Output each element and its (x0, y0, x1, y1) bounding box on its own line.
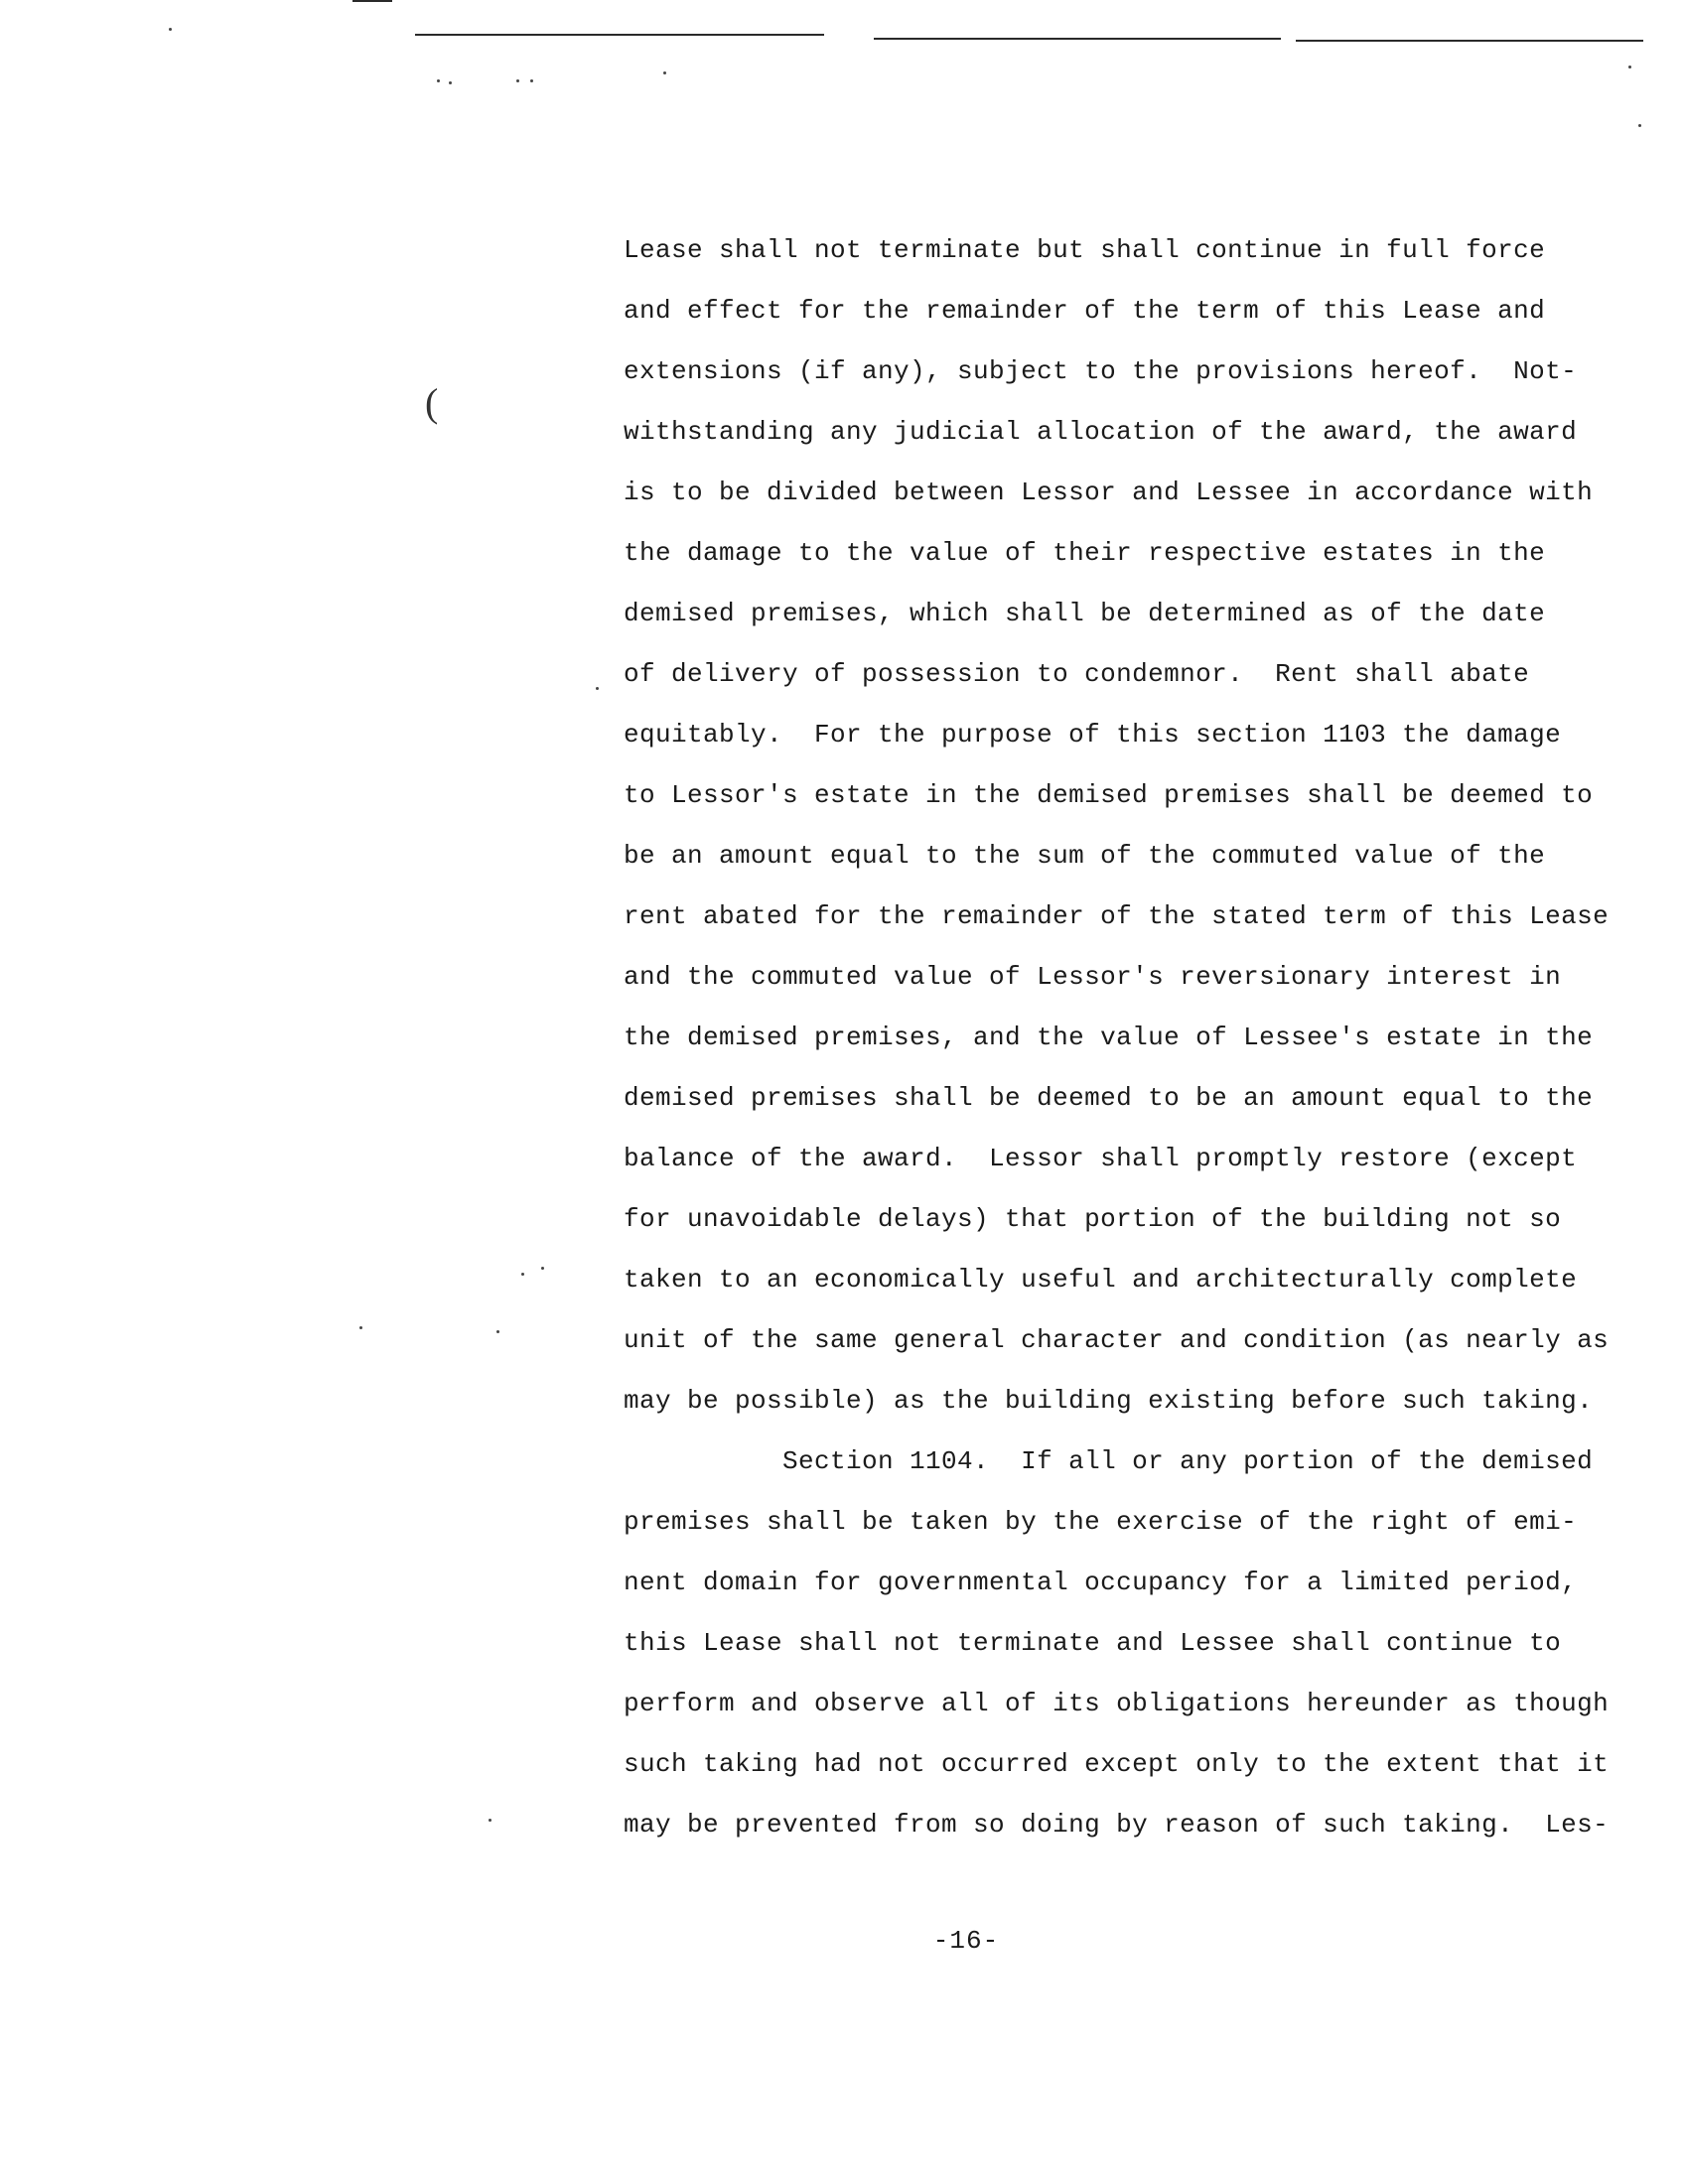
scan-speck (489, 1819, 491, 1822)
text-line: Lease shall not terminate but shall continue in full force (624, 235, 1546, 265)
text-line: balance of the award. Lessor shall promptly restore (except (624, 1144, 1578, 1173)
scan-speck (437, 79, 440, 82)
page-number: -16- (932, 1926, 1000, 1956)
scan-speck (169, 28, 172, 31)
text-line: and effect for the remainder of the term of this Lease and (624, 296, 1546, 326)
scan-speck (449, 81, 452, 84)
scan-speck (496, 1330, 499, 1333)
scan-speck (516, 79, 519, 82)
text-line: extensions (if any), subject to the provisions hereof. Not- (624, 356, 1578, 386)
scan-speck (530, 79, 533, 82)
text-line: and the commuted value of Lessor's reversionary interest in (624, 962, 1562, 992)
scan-speck (1638, 124, 1641, 127)
scan-speck (541, 1267, 544, 1270)
text-line: demised premises shall be deemed to be an amount equal to the (624, 1083, 1594, 1113)
header-rule-right (1296, 40, 1643, 42)
text-line: for unavoidable delays) that portion of the building not so (624, 1204, 1562, 1234)
scan-speck (663, 71, 666, 74)
text-line: taken to an economically useful and architecturally complete (624, 1265, 1578, 1295)
text-line: withstanding any judicial allocation of the award, the award (624, 417, 1578, 447)
text-line: may be possible) as the building existing before such taking. (624, 1386, 1594, 1416)
document-body (624, 220, 1646, 1855)
text-line: to Lessor's estate in the demised premises shall be deemed to (624, 780, 1594, 810)
text-line: the demised premises, and the value of Lessee's estate in the (624, 1023, 1594, 1052)
text-line: is to be divided between Lessor and Lessee in accordance with (624, 478, 1594, 507)
scan-speck (1628, 66, 1631, 68)
text-line: such taking had not occurred except only to the extent that it (624, 1749, 1610, 1779)
text-line: be an amount equal to the sum of the commuted value of the (624, 841, 1546, 871)
text-line: the damage to the value of their respective estates in the (624, 538, 1546, 568)
top-corner-rule (352, 0, 392, 2)
text-line: equitably. For the purpose of this section 1103 the damage (624, 720, 1562, 750)
text-line: of delivery of possession to condemnor. Rent shall abate (624, 659, 1530, 689)
scan-speck (521, 1273, 524, 1276)
text-line: this Lease shall not terminate and Lessee shall continue to (624, 1628, 1562, 1658)
text-line: perform and observe all of its obligations hereunder as though (624, 1689, 1610, 1718)
header-rule-left (415, 34, 824, 36)
text-line: nent domain for governmental occupancy for a limited period, (624, 1568, 1578, 1597)
text-line: unit of the same general character and condition (as nearly as (624, 1325, 1610, 1355)
scan-speck (359, 1326, 362, 1329)
text-line: demised premises, which shall be determined as of the date (624, 599, 1546, 628)
text-line: rent abated for the remainder of the stated term of this Lease (624, 901, 1610, 931)
scan-speck (596, 687, 599, 690)
margin-mark: ( (425, 380, 439, 425)
text-line: may be prevented from so doing by reason of such taking. Les- (624, 1810, 1610, 1840)
section-heading-line: Section 1104. If all or any portion of the demised (624, 1446, 1594, 1476)
text-line: premises shall be taken by the exercise of the right of emi- (624, 1507, 1578, 1537)
header-rule-middle (874, 38, 1281, 40)
